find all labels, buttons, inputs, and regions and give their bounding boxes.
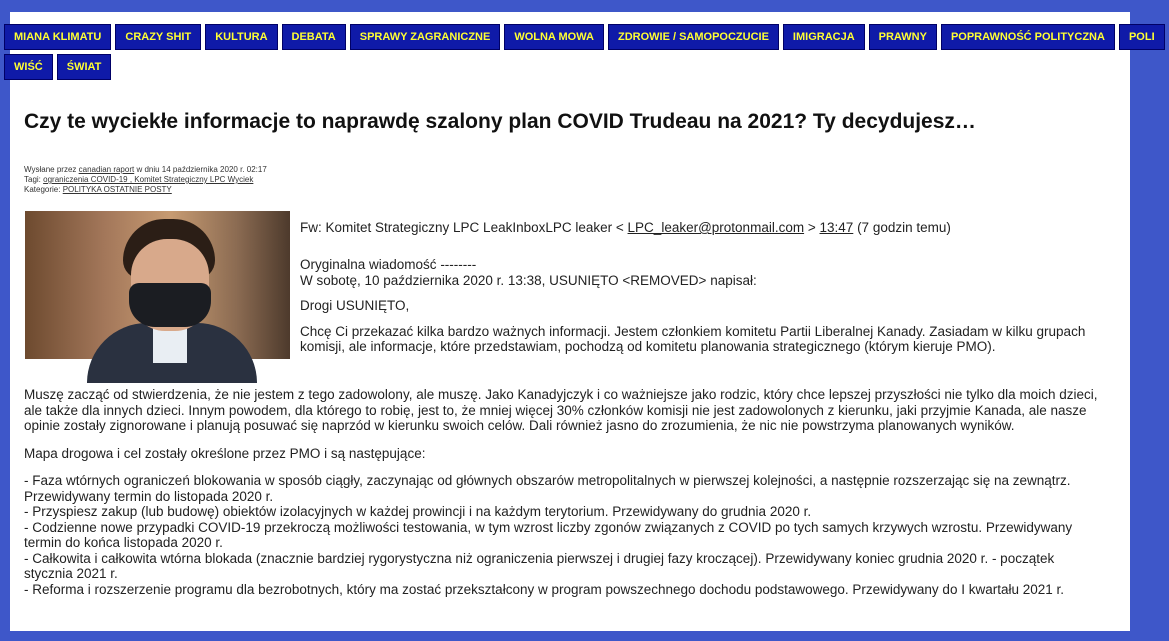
- email-time-ago: (7 godzin temu): [857, 220, 951, 235]
- nav-item-swiat[interactable]: ŚWIAT: [57, 54, 112, 80]
- meta-posted: [24, 165, 267, 175]
- tags-links[interactable]: ograniczenia COVID-19 , Komitet Strategiczny LPC Wyciek: [43, 175, 254, 184]
- page-frame: [10, 12, 1155, 631]
- nav-item-imigracja[interactable]: IMIGRACJA: [783, 24, 865, 50]
- list-item: - Całkowita i całkowita wtórna blokada (znacznie bardziej rygorystyczna niż ograniczenia pierwszej i drugiej fazy kroczącej). Przewidywany koniec grudnia 2020 r. - początek stycznia 2021 r.: [24, 550, 1055, 581]
- paragraph-3: Mapa drogowa i cel zostały określone przez PMO i są następujące:: [24, 445, 426, 461]
- nav-item-crazy-shit[interactable]: CRAZY SHIT: [115, 24, 201, 50]
- nav-item-kultura[interactable]: KULTURA: [205, 24, 277, 50]
- nav-item-debata[interactable]: DEBATA: [282, 24, 346, 50]
- article-title: Czy te wyciekłe informacje to naprawdę szalony plan COVID Trudeau na 2021? Ty decydujesz…: [24, 110, 976, 133]
- nav-item-zmiana-klimatu[interactable]: MIANA KLIMATU: [4, 24, 111, 50]
- category-label: Kategorie:: [24, 185, 61, 194]
- meta-date: w dniu 14 października 2020 r. 02:17: [136, 165, 267, 174]
- meta-posted-prefix: Wysłane przez: [24, 165, 77, 174]
- nav-item-polityka[interactable]: POLI: [1119, 24, 1165, 50]
- paragraph-1: Chcę Ci przekazać kilka bardzo ważnych informacji. Jestem członkiem komitetu Partii Liberalnej Kanady. Zasiadam w kilku grupach komisji, ale informacje, które przedstawiam, pochodzą od komitetu planowania strategicznego (którym kieruje PMO).: [300, 323, 1086, 354]
- sent-line: W sobotę, 10 października 2020 r. 13:38, USUNIĘTO <REMOVED> napisał:: [300, 272, 757, 288]
- list-item: - Przyspiesz zakup (lub budowę) obiektów izolacyjnych w każdej prowincji i na każdym terytorium. Przewidywany do grudnia 2020 r.: [24, 504, 812, 519]
- nav-item-prawny[interactable]: PRAWNY: [869, 24, 937, 50]
- roadmap-list: [24, 473, 1102, 597]
- list-item: - Faza wtórnych ograniczeń blokowania w sposób ciągły, zaczynając od głównych obszarów metropolitalnych w pierwszej kolejności, a następnie rozszerzając się na zewnątrz. Przewidywany termin do listopada 2020 r.: [24, 473, 1071, 504]
- email-time-link[interactable]: 13:47: [819, 220, 854, 235]
- tags-label: Tagi:: [24, 175, 41, 184]
- nav-item-poprawnosc-polityczna[interactable]: POPRAWNOŚĆ POLITYCZNA: [941, 24, 1115, 50]
- email-body: [24, 387, 1102, 597]
- face-mask: [129, 283, 211, 327]
- list-item: - Codzienne nowe przypadki COVID-19 przekroczą możliwości testowania, w tym wzrost liczby zgonów związanych z COVID po tych samych krzywych wzrostu. Przewidywany termin do końca listopada 2020 r.: [24, 519, 1073, 550]
- nav-item-wolna-mowa[interactable]: WOLNA MOWA: [504, 24, 604, 50]
- nav-row-1: [4, 24, 1169, 50]
- nav-row-2: [4, 54, 115, 80]
- email-intro: [300, 257, 1110, 355]
- meta-tags: [24, 175, 267, 185]
- article-meta: [24, 165, 267, 195]
- list-item: - Reforma i rozszerzenie programu dla bezrobotnych, który ma zostać przekształcony w program powszechnego dochodu podstawowego. Przewidywany do I kwartału 2021 r.: [24, 581, 1065, 597]
- category-link[interactable]: POLITYKA OSTATNIE POSTY: [62, 185, 172, 194]
- greeting: Drogi USUNIĘTO,: [300, 298, 410, 313]
- author-link[interactable]: canadian raport: [78, 165, 135, 174]
- nav-item-sprawy-zagraniczne[interactable]: SPRAWY ZAGRANICZNE: [350, 24, 501, 50]
- sender-email-link[interactable]: LPC_leaker@protonmail.com: [627, 220, 805, 235]
- article-photo: [25, 211, 290, 359]
- category-nav: [10, 24, 1155, 84]
- meta-category: [24, 185, 267, 195]
- email-subject: Fw: Komitet Strategiczny LPC LeakInboxLPC leaker <: [300, 220, 624, 235]
- paragraph-2: Muszę zacząć od stwierdzenia, że nie jestem z tego zadowolony, ale muszę. Jako Kanadyjczyk i co ważniejsze jako rodzic, który chce lepszej przyszłości nie tylko dla moich dzieci, ale także dla innych dzieci. Innym powodem, dla którego to robię, jest to, że mniej więcej 30% członków komisji nie jest zadowolonych z kierunku, jaki przyjmie Kanada, ale nasze opinie zostały zignorowane i planują posuwać się naprzód w kierunku swoich celów. Dali również jasno do zrozumienia, że nic nie powstrzyma planowanych wyników.: [24, 387, 1098, 433]
- nav-item-wiadomosci[interactable]: WIŚĆ: [4, 54, 53, 80]
- nav-item-zdrowie[interactable]: ZDROWIE / SAMOPOCZUCIE: [608, 24, 779, 50]
- original-message-label: Oryginalna wiadomość --------: [300, 257, 477, 272]
- email-header: Fw: Komitet Strategiczny LPC LeakInboxLPC leaker < LPC_leaker@protonmail.com > 13:47 (7 godzin temu): [300, 220, 951, 235]
